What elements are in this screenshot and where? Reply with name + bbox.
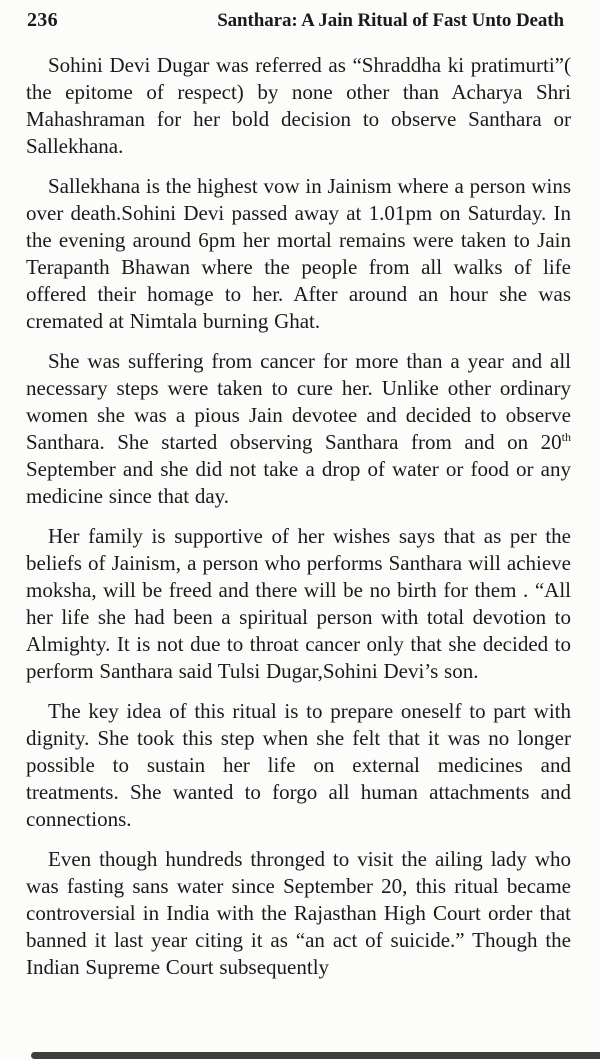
- ordinal-superscript: th: [561, 430, 571, 444]
- body-paragraph: Sallekhana is the highest vow in Jainism where a person wins over death.Sohini Devi passed away at 1.01pm on Saturday. In the evening around 6pm her mortal remains were taken to Jain Terapanth Bhawan where the people from all walks of life offered their homage to her. After around an hour she was cremated at Nimtala burning Ghat.: [26, 174, 571, 333]
- paragraph-text: She was suffering from cancer for more than a year and all necessary steps were taken to cure her. Unlike other ordinary women she was a pious Jain devotee and decided to observe Santhara. She started observing Santhara from and on 20: [26, 349, 571, 454]
- body-paragraph: Sohini Devi Dugar was referred as “Shraddha ki pratimurti”( the epitome of respect) by none other than Acharya Shri Mahashraman for her bold decision to observe Santhara or Sallekhana.: [26, 53, 571, 158]
- page-body: [0, 32, 600, 981]
- page-title: Santhara: A Jain Ritual of Fast Unto Death: [217, 10, 564, 31]
- body-paragraph: The key idea of this ritual is to prepare oneself to part with dignity. She took this step when she felt that it was no longer possible to sustain her life on external medicines and treatments. She wanted to forgo all human attachments and connections.: [26, 699, 571, 831]
- body-paragraph: Her family is supportive of her wishes says that as per the beliefs of Jainism, a person who performs Santhara will achieve moksha, will be freed and there will be no birth for them . “All her life she had been a spiritual person with total devotion to Almighty. It is not due to throat cancer only that she decided to perform Santhara said Tulsi Dugar,Sohini Devi’s son.: [26, 524, 571, 683]
- body-paragraph: [26, 348, 571, 510]
- body-paragraph: Even though hundreds thronged to visit the ailing lady who was fasting sans water since September 20, this ritual became controversial in India with the Rajasthan High Court order that banned it last year citing it as “an act of suicide.” Though the Indian Supreme Court subsequently: [26, 847, 571, 979]
- page-number: 236: [27, 9, 58, 31]
- scan-edge-shadow: [31, 1052, 600, 1059]
- page-header: [0, 0, 600, 32]
- paragraph-text: September and she did not take a drop of water or food or any medicine since that day.: [26, 457, 571, 508]
